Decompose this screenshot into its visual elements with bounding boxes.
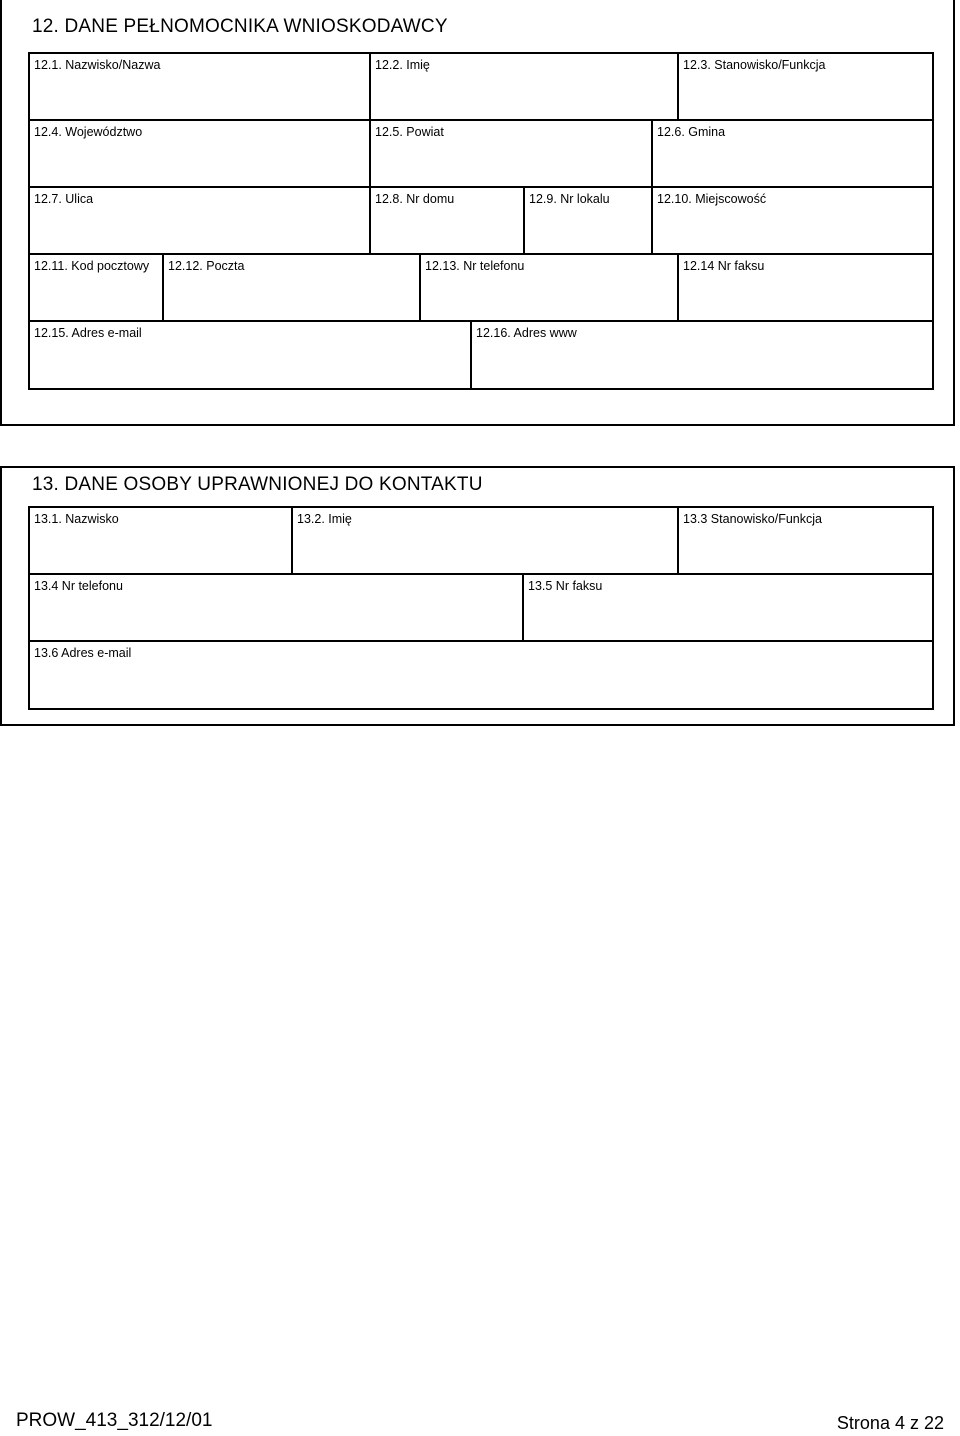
- field-12-13-phone[interactable]: [419, 255, 677, 320]
- field-label: 12.5. Powiat: [375, 125, 444, 139]
- field-12-3-position[interactable]: [677, 54, 932, 119]
- section-12-title: 12. DANE PEŁNOMOCNIKA WNIOSKODAWCY: [32, 16, 448, 37]
- field-label: 12.1. Nazwisko/Nazwa: [34, 58, 161, 72]
- field-label: 12.2. Imię: [375, 58, 430, 72]
- field-label: 13.2. Imię: [297, 512, 352, 526]
- field-12-14-fax[interactable]: [677, 255, 932, 320]
- field-label: 13.4 Nr telefonu: [34, 579, 123, 593]
- field-label: 12.6. Gmina: [657, 125, 726, 139]
- form-row: [30, 188, 932, 255]
- field-12-7-street[interactable]: [30, 188, 369, 253]
- section-13-contact-person: [0, 466, 955, 726]
- field-label: 13.1. Nazwisko: [34, 512, 119, 526]
- field-12-16-website[interactable]: [470, 322, 932, 388]
- field-label: 12.12. Poczta: [168, 259, 245, 273]
- field-label: 12.7. Ulica: [34, 192, 94, 206]
- field-12-12-post-office[interactable]: [162, 255, 419, 320]
- field-label: 12.8. Nr domu: [375, 192, 455, 206]
- field-label: 12.11. Kod pocztowy: [34, 259, 150, 273]
- field-13-2-first-name[interactable]: [291, 508, 677, 573]
- field-12-8-house-number[interactable]: [369, 188, 523, 253]
- form-row: [30, 508, 932, 575]
- field-13-3-position[interactable]: [677, 508, 932, 573]
- field-label: 12.10. Miejscowość: [657, 192, 767, 206]
- field-12-10-city[interactable]: [651, 188, 932, 253]
- field-label: 12.4. Województwo: [34, 125, 143, 139]
- field-12-15-email[interactable]: [30, 322, 470, 388]
- field-label: 12.3. Stanowisko/Funkcja: [683, 58, 826, 72]
- field-label: 13.6 Adres e-mail: [34, 646, 132, 660]
- field-12-2-first-name[interactable]: [369, 54, 677, 119]
- field-13-4-phone[interactable]: [30, 575, 522, 640]
- field-label: 12.14 Nr faksu: [683, 259, 765, 273]
- field-label: 12.16. Adres www: [476, 326, 577, 340]
- field-label: 12.9. Nr lokalu: [529, 192, 610, 206]
- section-13-title: 13. DANE OSOBY UPRAWNIONEJ DO KONTAKTU: [32, 474, 483, 495]
- form-row: [30, 121, 932, 188]
- page-number: Strona 4 z 22: [836, 1413, 944, 1433]
- form-row: [30, 255, 932, 322]
- field-12-1-surname[interactable]: [30, 54, 369, 119]
- field-13-6-email[interactable]: [30, 642, 932, 708]
- field-12-11-postal-code[interactable]: [30, 255, 162, 320]
- form-row: [30, 575, 932, 642]
- field-label: 12.15. Adres e-mail: [34, 326, 142, 340]
- field-12-4-voivodeship[interactable]: [30, 121, 369, 186]
- section-12-proxy-data: [0, 0, 955, 426]
- section-12-form-grid: [28, 52, 934, 390]
- section-13-form-grid: [28, 506, 934, 710]
- field-13-1-surname[interactable]: [30, 508, 291, 573]
- field-label: 12.13. Nr telefonu: [425, 259, 525, 273]
- field-13-5-fax[interactable]: [522, 575, 932, 640]
- form-row: [30, 642, 932, 708]
- form-row: [30, 54, 932, 121]
- field-label: 13.3 Stanowisko/Funkcja: [683, 512, 822, 526]
- field-12-5-county[interactable]: [369, 121, 651, 186]
- field-12-6-municipality[interactable]: [651, 121, 932, 186]
- field-label: 13.5 Nr faksu: [528, 579, 603, 593]
- field-12-9-apartment-number[interactable]: [523, 188, 651, 253]
- form-row: [30, 322, 932, 388]
- form-code: PROW_413_312/12/01: [16, 1410, 213, 1431]
